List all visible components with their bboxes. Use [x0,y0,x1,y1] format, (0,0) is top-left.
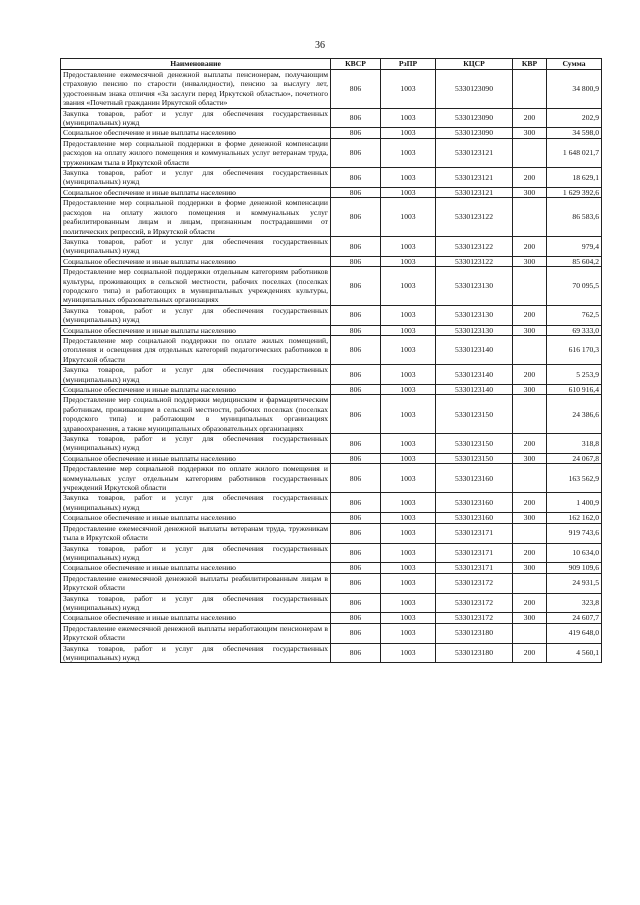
cell-kcsr: 5330123130 [436,325,513,335]
cell-rzpr: 1003 [381,267,436,306]
cell-kvr: 200 [513,305,547,325]
cell-sum: 616 170,3 [547,335,602,364]
cell-name: Социальное обеспечение и иные выплаты населению [61,453,331,463]
column-header-sum: Сумма [547,59,602,70]
cell-sum: 202,9 [547,108,602,128]
cell-kvr [513,464,547,493]
cell-name: Закупка товаров, работ и услуг для обеспечения государственных (муниципальных) нужд [61,493,331,513]
table-row [61,385,602,395]
cell-kvr: 300 [513,187,547,197]
cell-rzpr: 1003 [381,523,436,543]
table-row [61,168,602,188]
cell-kvr: 200 [513,493,547,513]
table-row [61,335,602,364]
cell-kvsr: 806 [331,335,381,364]
cell-kvr: 300 [513,325,547,335]
cell-sum: 4 560,1 [547,643,602,663]
table-row [61,563,602,573]
table-row [61,128,602,138]
table-row [61,613,602,623]
cell-kvr [513,70,547,109]
table-row [61,236,602,256]
cell-name: Закупка товаров, работ и услуг для обеспечения государственных (муниципальных) нужд [61,543,331,563]
cell-rzpr: 1003 [381,573,436,593]
page-number: 36 [315,40,325,51]
cell-kvsr: 806 [331,453,381,463]
column-header-rzpr: РзПР [381,59,436,70]
cell-kcsr: 5330123160 [436,513,513,523]
cell-kvsr: 806 [331,643,381,663]
cell-rzpr: 1003 [381,198,436,237]
cell-kvr [513,573,547,593]
cell-kcsr: 5330123130 [436,305,513,325]
cell-kvr: 200 [513,108,547,128]
cell-name: Закупка товаров, работ и услуг для обеспечения государственных (муниципальных) нужд [61,365,331,385]
cell-sum: 762,5 [547,305,602,325]
cell-sum: 919 743,6 [547,523,602,543]
table-row [61,523,602,543]
cell-sum: 419 648,0 [547,623,602,643]
cell-rzpr: 1003 [381,335,436,364]
cell-name: Социальное обеспечение и иные выплаты населению [61,325,331,335]
cell-kvsr: 806 [331,168,381,188]
cell-rzpr: 1003 [381,623,436,643]
cell-kvsr: 806 [331,187,381,197]
cell-kvr [513,335,547,364]
cell-rzpr: 1003 [381,168,436,188]
cell-rzpr: 1003 [381,138,436,167]
cell-rzpr: 1003 [381,453,436,463]
cell-sum: 5 253,9 [547,365,602,385]
table-row [61,267,602,306]
table-row [61,256,602,266]
table-row [61,493,602,513]
table-row [61,108,602,128]
cell-kcsr: 5330123160 [436,493,513,513]
table-row [61,70,602,109]
cell-kvr: 200 [513,434,547,454]
column-header-kvr: КВР [513,59,547,70]
cell-kvsr: 806 [331,623,381,643]
cell-kvr [513,138,547,167]
cell-name: Предоставление мер социальной поддержки по оплате жилого помещения и коммунальных услуг отдельным категориям работников государственных учреждений Иркутской области [61,464,331,493]
cell-sum: 1 629 392,6 [547,187,602,197]
table-row [61,305,602,325]
table-body [61,70,602,663]
cell-name: Закупка товаров, работ и услуг для обеспечения государственных (муниципальных) нужд [61,643,331,663]
cell-name: Социальное обеспечение и иные выплаты населению [61,613,331,623]
cell-name: Закупка товаров, работ и услуг для обеспечения государственных (муниципальных) нужд [61,168,331,188]
cell-kvr [513,267,547,306]
cell-rzpr: 1003 [381,493,436,513]
cell-name: Предоставление мер социальной поддержки по оплате жилых помещений, отопления и освещения для отдельных категорий педагогических работников в Иркутской области [61,335,331,364]
table-row [61,593,602,613]
cell-sum: 18 629,1 [547,168,602,188]
cell-sum: 318,8 [547,434,602,454]
cell-name: Закупка товаров, работ и услуг для обеспечения государственных (муниципальных) нужд [61,236,331,256]
cell-kcsr: 5330123172 [436,613,513,623]
cell-sum: 85 604,2 [547,256,602,266]
budget-table [60,58,602,663]
cell-kvr: 300 [513,563,547,573]
cell-sum: 34 598,0 [547,128,602,138]
cell-sum: 323,8 [547,593,602,613]
cell-kvsr: 806 [331,395,381,434]
table-row [61,365,602,385]
cell-kvsr: 806 [331,493,381,513]
cell-kvr: 300 [513,385,547,395]
cell-kvr: 200 [513,643,547,663]
cell-kcsr: 5330123172 [436,573,513,593]
table-row [61,543,602,563]
cell-kvsr: 806 [331,70,381,109]
column-header-name: Наименование [61,59,331,70]
cell-kvr: 200 [513,168,547,188]
cell-name: Закупка товаров, работ и услуг для обеспечения государственных (муниципальных) нужд [61,108,331,128]
cell-kcsr: 5330123150 [436,434,513,454]
cell-name: Закупка товаров, работ и услуг для обеспечения государственных (муниципальных) нужд [61,305,331,325]
cell-kvsr: 806 [331,464,381,493]
cell-sum: 1 648 021,7 [547,138,602,167]
cell-kcsr: 5330123160 [436,464,513,493]
table-row [61,434,602,454]
cell-sum: 979,4 [547,236,602,256]
cell-kvr: 200 [513,593,547,613]
cell-rzpr: 1003 [381,434,436,454]
cell-name: Социальное обеспечение и иные выплаты населению [61,385,331,395]
cell-kvr [513,395,547,434]
cell-name: Предоставление мер социальной поддержки в форме денежной компенсации расходов на оплату жилого помещения и коммунальных услуг реабилитированным лицам и лицам, признанным пострадавшими от политических репрессий, в Иркутской области [61,198,331,237]
cell-sum: 610 916,4 [547,385,602,395]
cell-name: Предоставление ежемесячной денежной выплаты ветеранам труда, труженикам тыла в Иркутской области [61,523,331,543]
cell-kvsr: 806 [331,138,381,167]
cell-kvr: 200 [513,543,547,563]
cell-kcsr: 5330123180 [436,643,513,663]
table-row [61,464,602,493]
cell-kvsr: 806 [331,365,381,385]
cell-kcsr: 5330123121 [436,187,513,197]
table-row [61,187,602,197]
cell-name: Социальное обеспечение и иные выплаты населению [61,563,331,573]
cell-rzpr: 1003 [381,187,436,197]
cell-name: Предоставление мер социальной поддержки отдельным категориям работников культуры, проживающих в сельской местности, рабочих поселках (поселках городского типа) и работающих в муниципальных учреждениях культуры, муниципальных образовательных организациях [61,267,331,306]
cell-kcsr: 5330123140 [436,335,513,364]
cell-kvsr: 806 [331,613,381,623]
cell-kvr: 200 [513,236,547,256]
cell-name: Социальное обеспечение и иные выплаты населению [61,187,331,197]
cell-kvsr: 806 [331,108,381,128]
cell-kcsr: 5330123122 [436,236,513,256]
table-row [61,453,602,463]
cell-kcsr: 5330123172 [436,593,513,613]
cell-name: Предоставление ежемесячной денежной выплаты неработающим пенсионерам в Иркутской области [61,623,331,643]
cell-sum: 70 095,5 [547,267,602,306]
cell-kvr [513,198,547,237]
cell-kcsr: 5330123122 [436,198,513,237]
cell-kvr: 300 [513,128,547,138]
cell-rzpr: 1003 [381,325,436,335]
cell-kvr: 200 [513,365,547,385]
cell-rzpr: 1003 [381,305,436,325]
cell-kvsr: 806 [331,563,381,573]
cell-sum: 24 931,5 [547,573,602,593]
cell-rzpr: 1003 [381,108,436,128]
table-row [61,643,602,663]
cell-name: Предоставление мер социальной поддержки в форме денежной компенсации расходов на оплату жилого помещения и коммунальных услуг ветеранам труда, труженикам тыла в Иркутской области [61,138,331,167]
cell-kcsr: 5330123171 [436,563,513,573]
table-header-row [61,59,602,70]
cell-rzpr: 1003 [381,563,436,573]
cell-name: Предоставление ежемесячной денежной выплаты реабилитированным лицам в Иркутской области [61,573,331,593]
cell-sum: 24 607,7 [547,613,602,623]
cell-kcsr: 5330123180 [436,623,513,643]
table-row [61,325,602,335]
cell-rzpr: 1003 [381,543,436,563]
cell-sum: 69 333,0 [547,325,602,335]
cell-kcsr: 5330123140 [436,385,513,395]
table-row [61,198,602,237]
cell-sum: 909 109,6 [547,563,602,573]
cell-kvsr: 806 [331,573,381,593]
cell-rzpr: 1003 [381,236,436,256]
cell-name: Закупка товаров, работ и услуг для обеспечения государственных (муниципальных) нужд [61,593,331,613]
table-row [61,395,602,434]
cell-rzpr: 1003 [381,613,436,623]
cell-name: Предоставление ежемесячной денежной выплаты пенсионерам, получающим страховую пенсию по старости (инвалидности), пенсию за выслугу лет, удостоенным знака отличия «За заслуги перед Иркутской областью», почетного звания «Почетный гражданин Иркутской области» [61,70,331,109]
cell-kcsr: 5330123150 [436,453,513,463]
table-row [61,513,602,523]
cell-kcsr: 5330123121 [436,138,513,167]
cell-kvsr: 806 [331,305,381,325]
cell-kvsr: 806 [331,236,381,256]
cell-kcsr: 5330123130 [436,267,513,306]
cell-kcsr: 5330123090 [436,128,513,138]
table-row [61,623,602,643]
cell-rzpr: 1003 [381,395,436,434]
cell-sum: 24 386,6 [547,395,602,434]
cell-kvr: 300 [513,256,547,266]
cell-kcsr: 5330123140 [436,365,513,385]
cell-sum: 1 400,9 [547,493,602,513]
cell-name: Социальное обеспечение и иные выплаты населению [61,513,331,523]
cell-name: Социальное обеспечение и иные выплаты населению [61,256,331,266]
cell-kvr [513,523,547,543]
cell-rzpr: 1003 [381,70,436,109]
cell-sum: 24 067,8 [547,453,602,463]
cell-kvsr: 806 [331,325,381,335]
cell-rzpr: 1003 [381,513,436,523]
cell-kcsr: 5330123171 [436,543,513,563]
column-header-kcsr: КЦСР [436,59,513,70]
cell-rzpr: 1003 [381,643,436,663]
cell-kvsr: 806 [331,385,381,395]
cell-rzpr: 1003 [381,128,436,138]
cell-kvsr: 806 [331,256,381,266]
cell-rzpr: 1003 [381,385,436,395]
cell-kvr: 300 [513,613,547,623]
table-row [61,138,602,167]
cell-name: Закупка товаров, работ и услуг для обеспечения государственных (муниципальных) нужд [61,434,331,454]
cell-rzpr: 1003 [381,365,436,385]
cell-kcsr: 5330123171 [436,523,513,543]
cell-kcsr: 5330123122 [436,256,513,266]
cell-kcsr: 5330123090 [436,108,513,128]
table-row [61,573,602,593]
cell-kcsr: 5330123150 [436,395,513,434]
cell-kvsr: 806 [331,523,381,543]
column-header-kvsr: КВСР [331,59,381,70]
cell-kcsr: 5330123121 [436,168,513,188]
cell-sum: 34 800,9 [547,70,602,109]
cell-rzpr: 1003 [381,256,436,266]
cell-sum: 163 562,9 [547,464,602,493]
cell-kvr [513,623,547,643]
cell-kcsr: 5330123090 [436,70,513,109]
cell-name: Предоставление мер социальной поддержки медицинским и фармацевтическим работникам, проживающим в сельской местности, рабочих поселках (поселках городского типа) и работающим в муниципальных организациях здравоохранения, а также муниципальных образовательных организациях [61,395,331,434]
cell-rzpr: 1003 [381,593,436,613]
cell-kvsr: 806 [331,198,381,237]
cell-sum: 162 162,0 [547,513,602,523]
cell-kvr: 300 [513,513,547,523]
cell-kvsr: 806 [331,543,381,563]
cell-rzpr: 1003 [381,464,436,493]
cell-kvsr: 806 [331,128,381,138]
cell-sum: 86 583,6 [547,198,602,237]
cell-kvsr: 806 [331,593,381,613]
cell-kvsr: 806 [331,267,381,306]
cell-kvsr: 806 [331,434,381,454]
cell-name: Социальное обеспечение и иные выплаты населению [61,128,331,138]
cell-kvr: 300 [513,453,547,463]
cell-sum: 10 634,0 [547,543,602,563]
cell-kvsr: 806 [331,513,381,523]
